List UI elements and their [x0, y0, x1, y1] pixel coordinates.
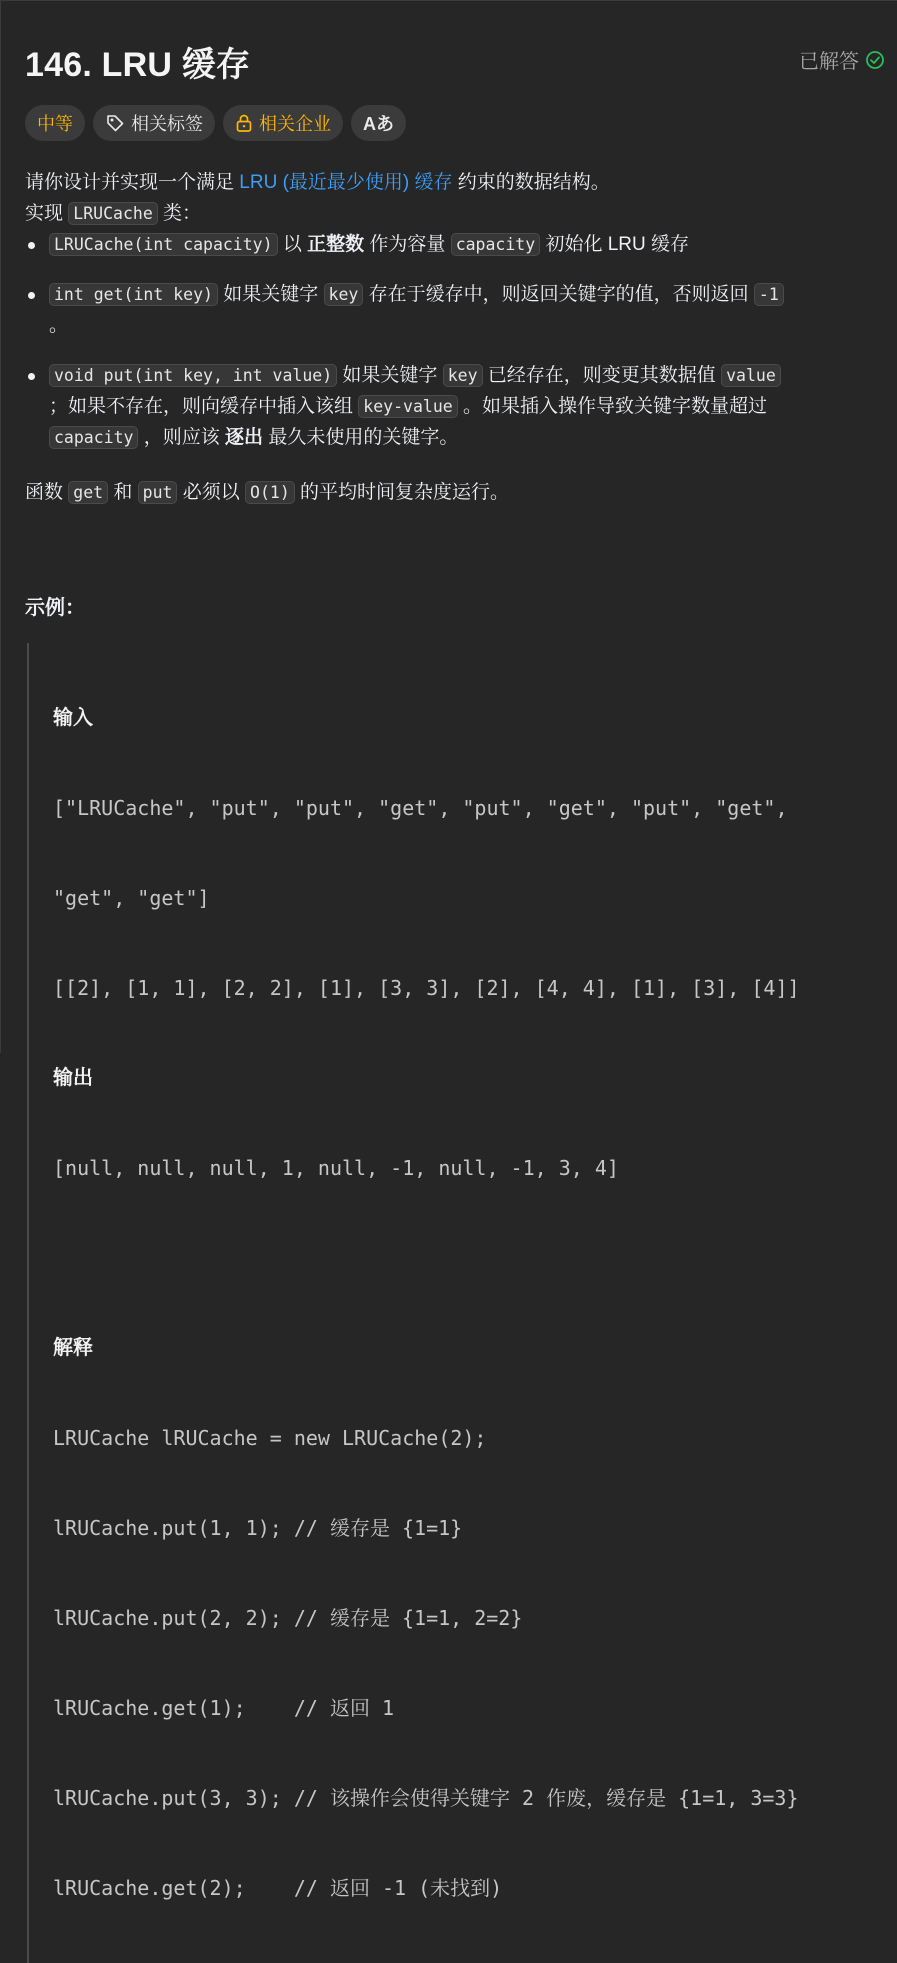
inline-code: capacity — [451, 233, 540, 256]
explain-line: lRUCache.put(3, 3); // 该操作会使得关键字 2 作废，缓存是 {1=1, 3=3} — [53, 1786, 799, 1810]
text: 。如果插入操作导致关键字数量超过 — [457, 396, 767, 417]
inline-code: get — [68, 481, 108, 504]
explain-line: lRUCache.get(2); // 返回 -1 (未找到) — [53, 1876, 503, 1900]
text: ；如果不存在，则向缓存中插入该组 — [49, 396, 359, 417]
text: 如果关键字 — [337, 365, 443, 386]
example-heading: 示例： — [25, 597, 85, 619]
input-line: [[2], [1, 1], [2, 2], [1], [3, 3], [2], [4, 4], [1], [3], [4]] — [53, 976, 800, 1000]
solved-status — [799, 45, 885, 74]
translate-icon: Aあ — [363, 114, 394, 134]
list-item — [25, 360, 849, 453]
method-list — [25, 229, 865, 453]
inline-code: value — [721, 364, 781, 387]
difficulty-badge — [25, 105, 85, 141]
output-label: 输出 — [53, 1067, 93, 1089]
solved-label: 已解答 — [799, 51, 859, 73]
example-block — [27, 643, 897, 1963]
related-tags-button[interactable] — [93, 105, 215, 141]
text: 和 — [108, 482, 138, 503]
inline-code: -1 — [754, 283, 784, 306]
related-companies-button[interactable] — [223, 105, 343, 141]
text: 初始化 LRU 缓存 — [540, 234, 690, 255]
input-label: 输入 — [53, 707, 93, 729]
input-line: "get", "get"] — [53, 886, 210, 910]
text: 函数 — [25, 482, 69, 503]
explain-label: 解释 — [53, 1337, 93, 1359]
bold-text: 逐出 — [225, 427, 264, 448]
check-circle-icon — [865, 50, 885, 70]
output-line: [null, null, null, 1, null, -1, null, -1, 3, 4] — [53, 1156, 619, 1180]
inline-code: key — [324, 283, 364, 306]
inline-code: void put(int key, int value) — [49, 364, 337, 387]
inline-code: key — [443, 364, 483, 387]
inline-code: O(1) — [245, 481, 295, 504]
inline-code: put — [138, 481, 178, 504]
description-paragraph-2 — [25, 198, 865, 229]
text: 以 — [277, 234, 308, 255]
text: 最久未使用的关键字。 — [263, 427, 459, 448]
lock-icon — [235, 113, 253, 133]
text: 如果关键字 — [217, 284, 324, 305]
problem-description — [25, 167, 865, 508]
input-line: ["LRUCache", "put", "put", "get", "put", "get", "put", "get", — [53, 796, 788, 820]
page-title: 146. LRU 缓存 — [25, 46, 251, 84]
related-companies-label: 相关企业 — [259, 114, 331, 134]
inline-code: LRUCache — [68, 202, 157, 225]
explain-line: lRUCache.put(1, 1); // 缓存是 {1=1} — [53, 1516, 463, 1540]
text: 已经存在，则变更其数据值 — [482, 365, 722, 386]
spacer — [53, 1243, 897, 1273]
description-paragraph-1 — [25, 167, 865, 198]
explain-line: lRUCache.get(1); // 返回 1 — [53, 1696, 395, 1720]
bold-text: 正整数 — [307, 234, 365, 255]
text: 实现 — [25, 203, 69, 224]
explain-line: lRUCache.put(2, 2); // 缓存是 {1=1, 2=2} — [53, 1606, 523, 1630]
lru-link[interactable]: LRU (最近最少使用) 缓存 — [239, 172, 453, 193]
inline-code: key-value — [358, 395, 457, 418]
text: 类： — [157, 203, 202, 224]
text: 作为容量 — [364, 234, 451, 255]
text: 请你设计并实现一个满足 — [25, 172, 240, 193]
inline-code: capacity — [49, 426, 138, 449]
inline-code: int get(int key) — [49, 283, 218, 306]
difficulty-label: 中等 — [37, 114, 73, 134]
list-item — [25, 279, 849, 341]
tag-bar — [25, 105, 406, 141]
font-size-button[interactable] — [351, 105, 406, 141]
text: 存在于缓存中，则返回关键字的值，否则返回 — [363, 284, 754, 305]
explain-line: LRUCache lRUCache = new LRUCache(2); — [53, 1426, 487, 1450]
related-tags-label: 相关标签 — [131, 114, 203, 134]
text: 。 — [49, 315, 69, 336]
text: 必须以 — [177, 482, 246, 503]
tag-icon — [105, 113, 125, 133]
text: ，则应该 — [138, 427, 226, 448]
text: 约束的数据结构。 — [452, 172, 610, 193]
description-paragraph-3 — [25, 477, 865, 508]
text: 的平均时间复杂度运行。 — [294, 482, 510, 503]
list-item — [25, 229, 849, 260]
inline-code: LRUCache(int capacity) — [49, 233, 278, 256]
